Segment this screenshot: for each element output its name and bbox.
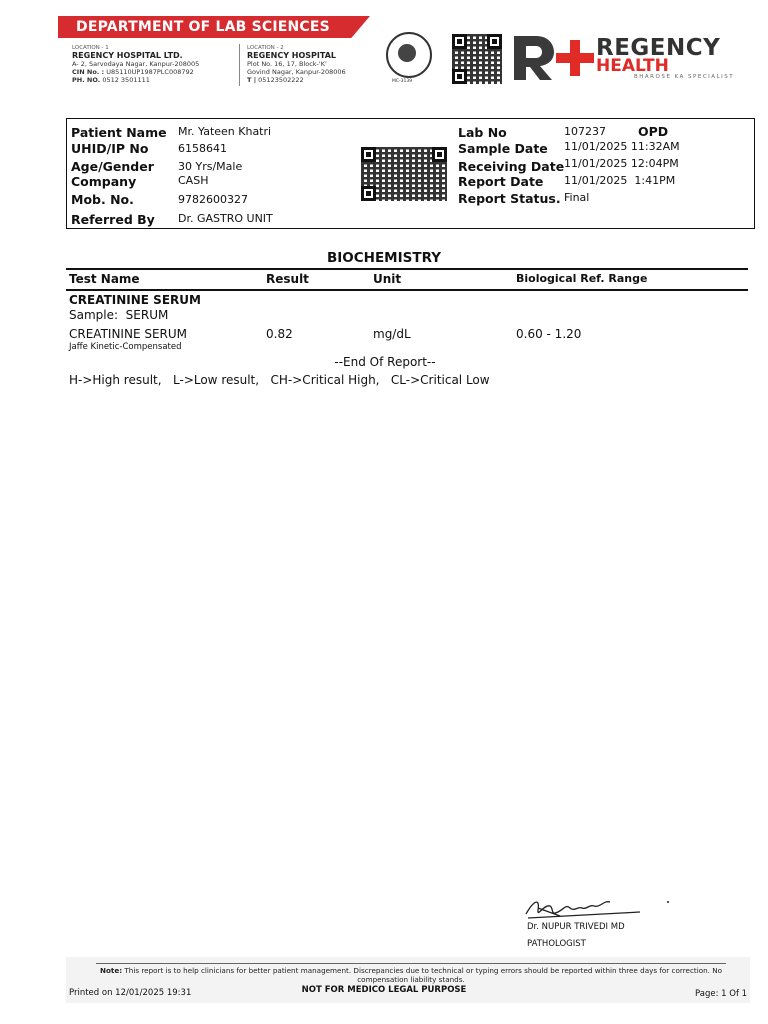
location-1-block [72, 44, 237, 84]
column-header-ref-range: Biological Ref. Range [516, 272, 648, 285]
qr-finder-icon [361, 186, 376, 201]
uhid-value: 6158641 [178, 142, 227, 155]
qr-finder-icon [452, 69, 467, 84]
location-2-address: Plot No. 16, 17, Block-'K' [247, 60, 327, 68]
column-header-test-name: Test Name [69, 272, 140, 286]
doctor-signature-icon [520, 890, 680, 924]
location-1-name: REGENCY HOSPITAL LTD. [72, 51, 183, 60]
seal-code: MC-3139 [392, 79, 413, 84]
referred-by-value: Dr. GASTRO UNIT [178, 212, 273, 225]
location-1-label: LOCATION - 1 [72, 45, 109, 51]
end-of-report: --End Of Report-- [334, 355, 436, 369]
qr-finder-icon [487, 34, 502, 49]
report-date-value: 11/01/2025 1:41PM [564, 174, 676, 187]
test-method-cell: Jaffe Kinetic-Compensated [69, 342, 182, 352]
report-date-label: Report Date [458, 174, 544, 189]
footer-note: Note: This report is to help clinicians for better patient management. Discrepancies due to technical or typing errors should be reported within three days for correction. No compensation liability stands. [99, 966, 723, 984]
ref-range-cell: 0.60 - 1.20 [516, 327, 582, 341]
referred-by-label: Referred By [71, 212, 155, 227]
opd-badge: OPD [638, 124, 669, 139]
location-1-address: A- 2, Sarvodaya Nagar, Kanpur-208005 [72, 60, 200, 68]
sample-date-label: Sample Date [458, 141, 548, 156]
location-1-cin: CIN No. : U85110UP1987PLC008792 [72, 68, 194, 76]
seal-emblem-icon [398, 44, 416, 62]
company-value: CASH [178, 174, 209, 187]
department-title: DEPARTMENT OF LAB SCIENCES [76, 19, 330, 35]
column-header-result: Result [266, 272, 309, 286]
location-2-label: LOCATION - 2 [247, 45, 284, 51]
sample-type: Sample: SERUM [69, 308, 169, 322]
receiving-date-label: Receiving Date [458, 159, 565, 174]
age-gender-label: Age/Gender [71, 159, 154, 174]
regency-logo-r-icon [510, 32, 558, 82]
company-label: Company [71, 174, 137, 189]
result-legend: H->High result, L->Low result, CH->Critical High, CL->Critical Low [69, 373, 490, 387]
uhid-label: UHID/IP No [71, 141, 149, 156]
age-gender-value: 30 Yrs/Male [178, 160, 243, 173]
qr-finder-icon [432, 147, 447, 162]
logo-tagline: BHAROSE KA SPECIALIST [634, 74, 735, 80]
result-cell: 0.82 [266, 327, 293, 341]
location-2-name: REGENCY HOSPITAL [247, 51, 337, 60]
not-for-medico-legal: NOT FOR MEDICO LEGAL PURPOSE [301, 985, 467, 995]
test-name-cell: CREATININE SERUM [69, 327, 188, 341]
footer-rule [96, 963, 726, 964]
mobile-value: 9782600327 [178, 193, 248, 206]
mobile-label: Mob. No. [71, 192, 134, 207]
location-2-address2: Govind Nagar, Kanpur-208006 [247, 68, 346, 76]
table-header-rule [66, 289, 748, 291]
sample-date-value: 11/01/2025 11:32AM [564, 140, 680, 153]
column-header-unit: Unit [373, 272, 402, 286]
test-group-title: CREATININE SERUM [69, 293, 201, 307]
location-2-phone: T | 05123502222 [247, 76, 304, 84]
printed-on: Printed on 12/01/2025 19:31 [69, 988, 192, 998]
section-title: BIOCHEMISTRY [326, 250, 442, 266]
lab-no-label: Lab No [458, 125, 507, 140]
page-number: Page: 1 Of 1 [695, 989, 748, 999]
unit-cell: mg/dL [373, 327, 411, 341]
lab-no-value: 107237 [564, 125, 606, 138]
regency-logo-cross-icon [556, 40, 594, 76]
patient-name-label: Patient Name [71, 125, 167, 140]
logo-health-text: HEALTH [596, 56, 669, 76]
table-top-rule [66, 268, 748, 270]
qr-finder-icon [361, 147, 376, 162]
patient-name-value: Mr. Yateen Khatri [178, 125, 272, 138]
report-status-value: Final [564, 191, 590, 204]
qr-finder-icon [452, 34, 467, 49]
receiving-date-value: 11/01/2025 12:04PM [564, 157, 679, 170]
doctor-name: Dr. NUPUR TRIVEDI MD [527, 922, 625, 932]
report-status-label: Report Status. [458, 191, 561, 206]
location-2-block [247, 44, 377, 84]
location-divider [239, 44, 240, 86]
logo-regency-text: REGENCY [596, 35, 721, 61]
location-1-phone: PH. NO. 0512 3501111 [72, 76, 150, 84]
doctor-title: PATHOLOGIST [527, 939, 586, 949]
